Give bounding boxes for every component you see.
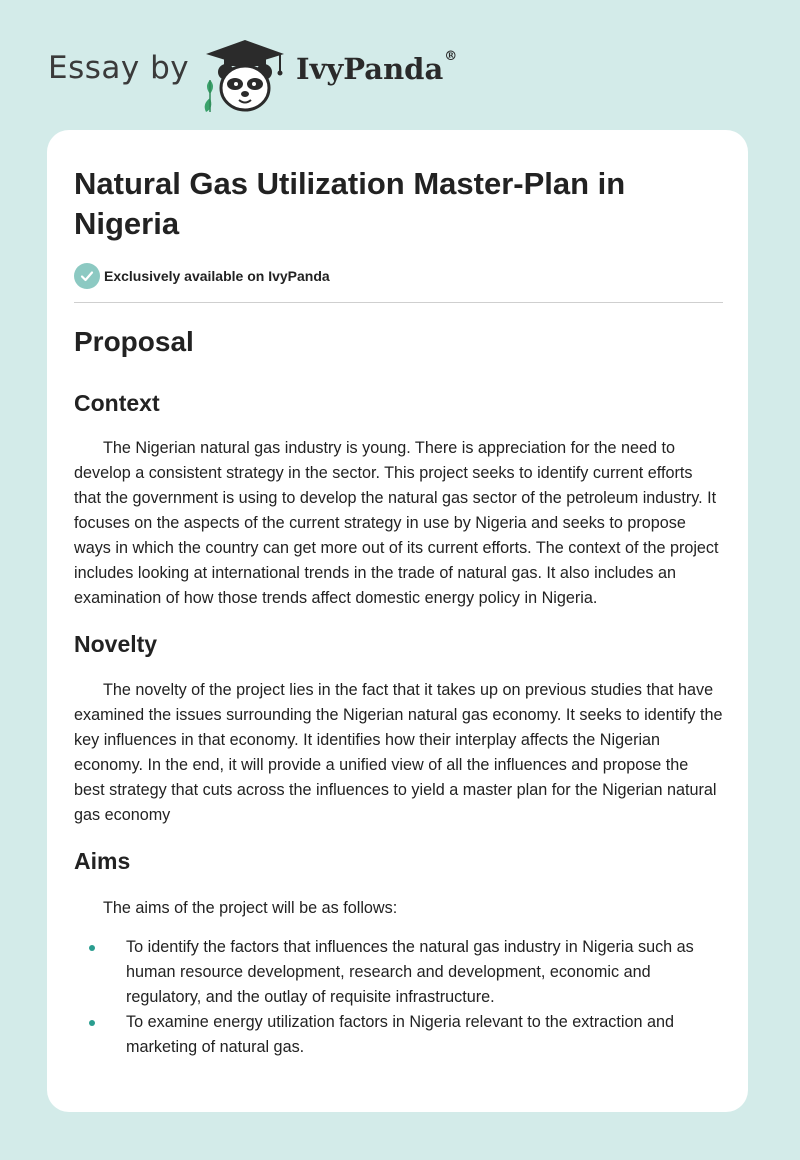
heading-context: Context [74,390,160,416]
brand-name[interactable]: IvyPanda® [296,49,458,86]
divider [74,302,723,303]
list-item [74,935,723,1010]
heading-aims: Aims [74,848,131,874]
exclusive-badge [74,263,330,289]
registered-mark: ® [444,49,458,65]
aims-list [74,935,723,1060]
paragraph-context: The Nigerian natural gas industry is young. There is appreciation for the need to develop a consistent strategy in the sector. This project seeks to identify current efforts that the government is using to develop the natural gas sector of the petroleum industry. It focuses on the aspects of the current strategy in use by Nigeria and seeks to propose ways in which the country can get more out of its current efforts. The context of the project includes looking at international trends in the trade of natural gas. It also includes an examination of how those trends affect domestic energy policy in Nigeria. [74,439,719,607]
paragraph-aims-intro: The aims of the project will be as follows: [103,899,398,917]
list-item-text: To identify the factors that influences the natural gas industry in Nigeria such as human resource development, research and development, economic and regulatory, and the outlay of requisite infrastructure. [126,938,694,1006]
check-icon [74,263,100,289]
site-header [48,30,548,110]
paragraph-novelty: The novelty of the project lies in the fact that it takes up on previous studies that have examined the issues surrounding the Nigerian natural gas economy. It seeks to identify the key influences in that economy. It identifies how their interplay affects the Nigerian economy. In the end, it will provide a unified view of all the influences and propose the best strategy that cuts across the influences to yield a master plan for the Nigerian natural gas economy [74,681,723,824]
essay-card [47,130,748,1112]
panda-graduate-icon [200,36,290,116]
list-item-text: To examine energy utilization factors in Nigeria relevant to the extraction and marketing of natural gas. [126,1013,674,1056]
bullet-icon [89,1020,95,1026]
exclusive-label: Exclusively available on IvyPanda [104,268,330,284]
bullet-icon [89,945,95,951]
heading-novelty: Novelty [74,631,158,657]
essay-by-label: Essay by [48,50,190,86]
section-heading-proposal: Proposal [74,326,194,357]
essay-title: Natural Gas Utilization Master-Plan in Nigeria [74,166,626,241]
list-item [74,1010,723,1060]
